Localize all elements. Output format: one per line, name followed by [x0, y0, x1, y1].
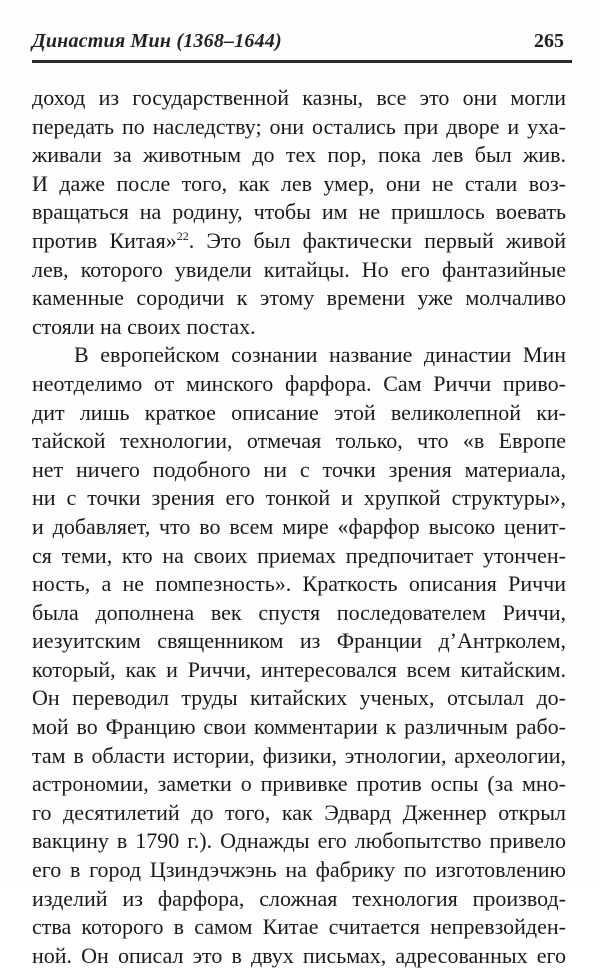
text-line: ства которого в самом Китае считается непревзойден-: [32, 914, 566, 940]
text-line: ся теми, кто на своих приемах предпочитает утончен-: [32, 542, 566, 568]
page-number: 265: [534, 30, 564, 52]
text-line: доход из государственной казны, все это они могли: [32, 85, 566, 110]
text-line: го десятилетий до того, как Эдвард Дженнер открыл: [32, 799, 566, 825]
text-line: лев, которого увидели китайцы. Но его фантазийные: [32, 256, 566, 282]
text-line: тайской технологии, отмечая только, что «в Европе: [32, 428, 566, 454]
text-line: астрономии, заметки о прививке против оспы (за мно-: [32, 771, 566, 797]
text-line: И даже после того, как лев умер, они не стали воз-: [32, 170, 566, 196]
text-line: мой во Францию свои комментарии к различным рабо-: [32, 714, 566, 740]
text-segment: . Это был фактически первый живой: [188, 227, 566, 253]
paragraph: [32, 84, 566, 341]
text-line: нет ничего подобного ни с точки зрения материала,: [32, 456, 566, 482]
text-line: изделий из фарфора, сложная технология производ-: [32, 885, 566, 911]
footnote-ref: 22: [176, 228, 189, 243]
running-head: [32, 30, 572, 56]
text-line: ность, а не помпезность». Краткость описания Риччи: [32, 571, 566, 597]
body-text: [32, 84, 566, 970]
text-line: вакцину в 1790 г.). Однажды его любопытство привело: [32, 828, 566, 854]
header-rule: [32, 60, 572, 63]
text-line: иезуитским священником из Франции д’Антрколем,: [32, 628, 566, 654]
text-segment: против Китая»: [32, 227, 177, 253]
text-line: вращаться на родину, чтобы им не пришлось воевать: [32, 199, 566, 225]
text-line: [32, 227, 566, 256]
text-line: стояли на своих постах.: [32, 313, 256, 339]
text-line: и добавляет, что во всем мире «фарфор высоко ценит-: [32, 513, 566, 539]
text-line: В европейском сознании название династии Мин: [74, 342, 566, 368]
text-line: живали за животным до тех пор, пока лев был жив.: [32, 142, 566, 168]
text-line: который, как и Риччи, интересовался всем китайским.: [32, 656, 566, 682]
running-title: Династия Мин (1368–1644): [32, 30, 282, 52]
text-line: передать по наследству; они остались при дворе и уха-: [32, 113, 566, 139]
text-line: Он переводил труды китайских ученых, отсылал до-: [32, 685, 566, 711]
text-line: его в город Цзиндэчжэнь на фабрику по изготовлению: [32, 857, 566, 883]
paragraph: [32, 341, 566, 970]
text-line: там в области истории, физики, этнологии, археологии,: [32, 742, 566, 768]
text-line: дит лишь краткое описание этой великолепной ки-: [32, 399, 566, 425]
text-line: неотделимо от минского фарфора. Сам Риччи приво-: [32, 370, 566, 396]
text-line: ной. Он описал это в двух письмах, адресованных его: [32, 942, 566, 968]
text-line: была дополнена век спустя последователем Риччи,: [32, 599, 566, 625]
text-line: каменные сородичи к этому времени уже молчаливо: [32, 285, 566, 311]
text-line: ни с точки зрения его тонкой и хрупкой структуры»,: [32, 485, 566, 511]
